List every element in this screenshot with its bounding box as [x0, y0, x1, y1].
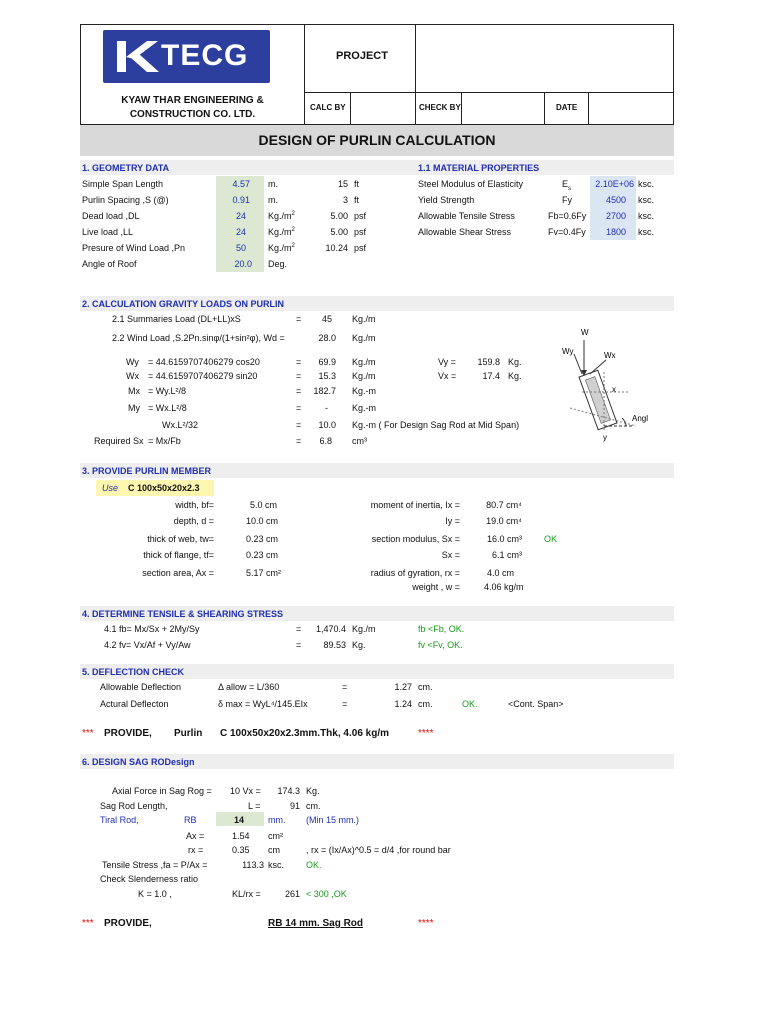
summary-load-value: 45	[321, 314, 332, 324]
angle-arc	[622, 418, 626, 426]
wind-load-label: 2.2 Wind Load ,S.2Pn.sinφ/(1+sin²φ), Wd =	[112, 333, 285, 343]
material-unit: ksc.	[638, 195, 655, 205]
provide-label: PROVIDE,	[104, 728, 152, 739]
property-label: section area, Ax =	[142, 568, 214, 578]
property-label: Iy =	[445, 516, 460, 526]
geometry-unit-text: Kg./m	[268, 243, 292, 253]
tiral-rod-note: (Min 15 mm.)	[306, 815, 360, 825]
provide2-label: PROVIDE,	[104, 918, 152, 929]
wx-value: 15.3	[318, 371, 336, 381]
diagram-label-x: x	[612, 385, 616, 394]
stress-title: 4. DETERMINE TENSILE & SHEARING STRESS	[82, 609, 284, 619]
eq-sign: =	[342, 699, 348, 709]
property-value: 16.0 cm³	[486, 534, 522, 544]
geometry-value: 50	[235, 243, 246, 253]
ax-label: Ax =	[186, 831, 205, 841]
sagrod-length-unit: cm.	[306, 801, 321, 811]
vx-label: Vx =	[438, 371, 457, 381]
geometry-alt-value: 10.24	[325, 243, 348, 253]
eq-sign: =	[296, 357, 302, 367]
eq-sign: =	[296, 640, 302, 650]
diagram-label-wy: Wy	[562, 347, 574, 356]
property-label: thick of flange, tf=	[143, 550, 214, 560]
geometry-label: Dead load ,DL	[82, 211, 140, 221]
rx-value: 0.35	[232, 845, 250, 855]
wy-unit: Kg./m	[352, 357, 376, 367]
eq-sign: =	[296, 420, 302, 430]
my-label: My	[128, 403, 140, 413]
required-sx-label: Required Sx	[94, 436, 144, 446]
geometry-unit: $Kg./m^2$	[268, 243, 295, 253]
member-title: 3. PROVIDE PURLIN MEMBER	[82, 466, 212, 476]
deflection-title: 5. DEFLECTION CHECK	[82, 667, 185, 677]
material-label: Yield Strength	[418, 195, 475, 205]
axial-force-value: 174.3	[277, 786, 300, 796]
property-value: 6.1 cm³	[491, 550, 522, 560]
provide-item: Purlin	[174, 728, 203, 739]
axial-force-unit: Kg.	[306, 786, 320, 796]
property-value: 0.23 cm	[246, 550, 279, 560]
material-unit: ksc.	[638, 227, 655, 237]
diagram-label-w: W	[581, 328, 589, 337]
provide-sagrod-spec: RB 14 mm. Sag Rod	[268, 918, 364, 929]
axial-force-expr: 10 Vx =	[230, 786, 261, 796]
tensile-stress-check: fb <Fb, OK.	[418, 624, 465, 634]
wind-load-unit: Kg./m	[352, 333, 376, 343]
wx32-expr: Wx.L²/32	[162, 420, 199, 430]
eq-sign: =	[296, 624, 302, 634]
company-line-2: CONSTRUCTION CO. LTD.	[129, 109, 256, 120]
property-value: 5.17 cm²	[246, 568, 282, 578]
property-value: 0.23 cm	[246, 534, 279, 544]
k-label: K = 1.0 ,	[138, 889, 172, 899]
calc-by-label: CALC BY	[310, 103, 346, 112]
logo-text: TECG	[161, 39, 249, 72]
geometry-unit-text: Kg./m	[268, 227, 292, 237]
wy-expr: = 44.6159707406279 cos20	[148, 357, 260, 367]
material-symbol: Fb=0.6Fy	[548, 211, 587, 221]
span-note: <Cont. Span>	[508, 699, 564, 709]
summary-load-label: 2.1 Summaries Load (DL+LL)xS	[112, 314, 241, 324]
material-symbol: Fy	[562, 195, 572, 205]
property-value: 4.06 kg/m	[484, 582, 524, 592]
tiral-rod-value: 14	[234, 815, 245, 825]
shear-stress-value: 89.53	[323, 640, 346, 650]
tiral-rod-type: RB	[184, 815, 197, 825]
allow-deflection-expr: Δ allow = L/360	[218, 682, 280, 692]
geometry-unit: Deg.	[268, 259, 288, 269]
diagram-label-wx: Wx	[604, 351, 616, 360]
wx32-unit: Kg.-m ( For Design Sag Rod at Mid Span)	[352, 420, 520, 430]
geometry-unit: $Kg./m^2$	[268, 227, 295, 237]
vy-value: 159.8	[477, 357, 500, 367]
provide2-stars-right: ****	[418, 918, 434, 929]
wy-value: 69.9	[318, 357, 336, 367]
company-logo	[103, 30, 270, 83]
date-label: DATE	[556, 103, 578, 112]
vy-unit: Kg.	[508, 357, 522, 367]
property-label: moment of inertia, Ix =	[370, 500, 460, 510]
geometry-value: 0.91	[232, 195, 250, 205]
geometry-alt-unit: psf	[354, 243, 367, 253]
property-value: 80.7 cm⁴	[486, 500, 522, 510]
material-symbol: $E_s$	[562, 179, 572, 192]
property-label: section modulus, Sx =	[371, 534, 460, 544]
page-title: DESIGN OF PURLIN CALCULATION	[258, 132, 496, 148]
required-sx-value: 6.8	[319, 436, 332, 446]
material-title: 1.1 MATERIAL PROPERTIES	[418, 163, 540, 173]
purlin-load-diagram	[560, 322, 664, 442]
material-label: Allowable Tensile Stress	[418, 211, 515, 221]
rx-note: , rx = (Ix/Ax)^0.5 = d/4 ,for round bar	[306, 845, 451, 855]
tensile-stress-value: 1,470.4	[315, 624, 346, 634]
actual-deflection-unit: cm.	[418, 699, 433, 709]
company-line-1: KYAW THAR ENGINEERING &	[121, 95, 264, 106]
provide-stars-right: ****	[418, 728, 434, 739]
shear-stress-label: 4.2 fv= Vx/Af + Vy/Aw	[104, 640, 191, 650]
mx-expr: = Wy.L²/8	[148, 386, 187, 396]
geometry-alt-value: 15	[337, 179, 348, 189]
geometry-title: 1. GEOMETRY DATA	[82, 163, 170, 173]
slenderness-label: Check Slenderness ratio	[100, 874, 199, 884]
property-label: depth, d =	[173, 516, 214, 526]
vx-unit: Kg.	[508, 371, 522, 381]
diagram-label-angle: Angl	[632, 414, 649, 423]
geometry-unit: m.	[268, 179, 278, 189]
material-label: Steel Modulus of Elasticity	[418, 179, 524, 189]
property-label: thick of web, tw=	[147, 534, 214, 544]
deflection-check: OK.	[462, 699, 478, 709]
allow-deflection-value: 1.27	[394, 682, 412, 692]
geometry-label: Purlin Spacing ,S (@)	[82, 195, 169, 205]
geometry-alt-unit: ft	[354, 179, 360, 189]
wx-unit: Kg./m	[352, 371, 376, 381]
use-label: Use	[102, 483, 119, 493]
vy-label: Vy =	[438, 357, 456, 367]
ax-unit: cm²	[268, 831, 283, 841]
material-value: 4500	[605, 195, 626, 205]
eq-sign: =	[342, 682, 348, 692]
eq-sign: =	[296, 403, 302, 413]
provide2-stars-left: ***	[82, 918, 94, 929]
property-value: 10.0 cm	[246, 516, 279, 526]
geometry-alt-value: 5.00	[330, 211, 348, 221]
my-unit: Kg.-m	[352, 403, 377, 413]
shear-stress-check: fv <Fv, OK.	[418, 640, 463, 650]
allow-deflection-unit: cm.	[418, 682, 433, 692]
geometry-unit: m.	[268, 195, 278, 205]
eq-sign: =	[296, 436, 302, 446]
geometry-label: Angle of Roof	[82, 259, 137, 269]
property-label: radius of gyration, rx =	[370, 568, 460, 578]
geometry-input-cells	[216, 176, 264, 272]
tensile-stress-unit: Kg./m	[352, 624, 376, 634]
material-label: Allowable Shear Stress	[418, 227, 512, 237]
eq-sign: =	[296, 371, 302, 381]
geometry-alt-unit: ft	[354, 195, 360, 205]
use-value: C 100x50x20x2.3	[128, 483, 200, 493]
actual-deflection-expr: δ max = WyL⁴/145.EIx	[218, 699, 308, 709]
check-by-label: CHECK BY	[419, 103, 461, 112]
geometry-label: Live load ,LL	[82, 227, 134, 237]
wy-label: Wy	[126, 357, 139, 367]
geometry-value: 24	[235, 227, 246, 237]
required-sx-expr: = Mx/Fb	[148, 436, 181, 446]
summary-load-unit: Kg./m	[352, 314, 376, 324]
wx-label: Wx	[126, 371, 139, 381]
actual-deflection-value: 1.24	[394, 699, 412, 709]
property-label: width, bf=	[175, 500, 214, 510]
geometry-unit: $Kg./m^2$	[268, 211, 295, 221]
material-symbol: Fv=0.4Fy	[548, 227, 586, 237]
sagrod-length-expr: L =	[248, 801, 261, 811]
material-value: 2.10E+06	[595, 179, 634, 189]
mx-unit: Kg.-m	[352, 386, 377, 396]
kl-check: < 300 ,OK	[306, 889, 347, 899]
geometry-value: 4.57	[232, 179, 250, 189]
geometry-unit-text: Kg./m	[268, 211, 292, 221]
property-value: 4.0 cm	[486, 568, 514, 578]
property-label: Sx =	[441, 550, 460, 560]
property-value: 5.0 cm	[250, 500, 278, 510]
wy-arrow	[574, 354, 582, 374]
tiral-rod-label: Tiral Rod,	[100, 815, 139, 825]
provide-stars-left: ***	[82, 728, 94, 739]
actual-deflection-label: Actural Deflecton	[100, 699, 169, 709]
mx-label: Mx	[128, 386, 140, 396]
sagrod-length-value: 91	[289, 801, 300, 811]
wx32-value: 10.0	[318, 420, 336, 430]
kl-label: KL/rx =	[232, 889, 261, 899]
sagrod-title: 6. DESIGN SAG RODesign	[82, 757, 195, 767]
wx-expr: = 44.6159707406279 sin20	[148, 371, 258, 381]
material-value: 2700	[605, 211, 626, 221]
wind-load-value: 28.0	[318, 333, 336, 343]
eq-sign: =	[296, 314, 302, 324]
axial-force-label: Axial Force in Sag Rog =	[112, 786, 212, 796]
company-name	[80, 94, 305, 122]
geometry-value: 20.0	[234, 259, 252, 269]
provide-purlin-spec: C 100x50x20x2.3mm.Thk, 4.06 kg/m	[220, 728, 389, 739]
section-modulus-ok: OK	[544, 534, 558, 544]
property-value: 19.0 cm⁴	[486, 516, 522, 526]
purlin-section-icon	[579, 370, 617, 429]
tensile-stress-label: 4.1 fb= Mx/Sx + 2My/Sy	[104, 624, 200, 634]
mx-value: 182.7	[313, 386, 336, 396]
tensile-stress-fa-unit: ksc.	[268, 860, 285, 870]
geometry-alt-unit: psf	[354, 227, 367, 237]
gravity-title: 2. CALCULATION GRAVITY LOADS ON PURLIN	[82, 299, 285, 309]
rx-label: rx =	[188, 845, 204, 855]
tensile-stress-fa-value: 113.3	[242, 860, 264, 870]
ax-value: 1.54	[232, 831, 250, 841]
sagrod-length-label: Sag Rod Length,	[100, 801, 168, 811]
rx-unit: cm	[268, 845, 280, 855]
required-sx-unit: cm³	[352, 436, 367, 446]
material-value: 1800	[605, 227, 626, 237]
property-label: weight , w =	[412, 582, 460, 592]
geometry-value: 24	[235, 211, 246, 221]
diagram-label-y: y	[603, 433, 607, 442]
geometry-label: Presure of Wind Load ,Pn	[82, 243, 186, 253]
material-unit: ksc.	[638, 179, 655, 189]
geometry-alt-value: 5.00	[330, 227, 348, 237]
vx-value: 17.4	[482, 371, 500, 381]
eq-sign: =	[296, 386, 302, 396]
tensile-stress-fa-check: OK.	[306, 860, 322, 870]
geometry-alt-unit: psf	[354, 211, 367, 221]
my-expr: = Wx.L²/8	[148, 403, 187, 413]
kl-value: 261	[284, 889, 300, 899]
geometry-alt-value: 3	[342, 195, 348, 205]
tiral-rod-unit: mm.	[268, 815, 286, 825]
allow-deflection-label: Allowable Deflection	[100, 682, 182, 692]
shear-stress-unit: Kg.	[352, 640, 366, 650]
project-label: PROJECT	[336, 50, 388, 62]
my-value: -	[325, 403, 328, 413]
tensile-stress-fa-label: Tensile Stress ,fa = P/Ax =	[102, 860, 208, 870]
geometry-label: Simple Span Length	[82, 179, 164, 189]
material-unit: ksc.	[638, 211, 655, 221]
